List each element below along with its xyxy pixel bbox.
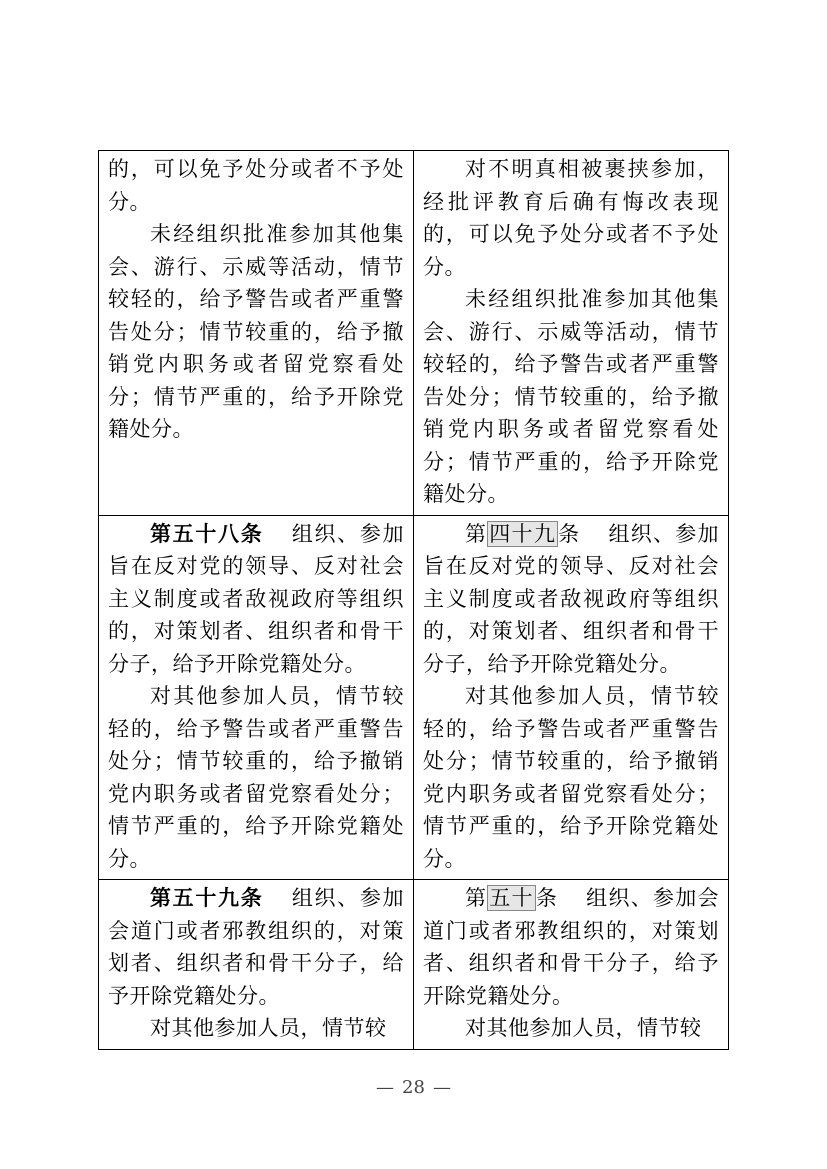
article-number-highlight: 五十 <box>489 886 534 910</box>
table-row <box>99 515 729 880</box>
article-body: 组织、参加旨在反对党的领导、反对社会主义制度或者敌视政府等组织的，对策划者、组织者和骨干分子，给予开除党籍处分。 <box>423 521 720 676</box>
article-paragraph <box>108 882 404 1012</box>
paragraph: 的，可以免予处分或者不予处分。 <box>108 157 404 214</box>
article-body: 组织、参加旨在反对党的领导、反对社会主义制度或者敌视政府等组织的，对策划者、组织者和骨干分子，给予开除党籍处分。 <box>108 521 405 676</box>
paragraph: 未经组织批准参加其他集会、游行、示威等活动，情节较轻的，给予警告或者严重警告处分；情节较重的，给予撤销党内职务或者留党察看处分；情节严重的，给予开除党籍处分。 <box>423 287 719 506</box>
paragraph: 对其他参加人员，情节较轻的，给予警告或者严重警告处分；情节较重的，给予撤销党内职务或者留党察看处分；情节严重的，给予开除党籍处分。 <box>423 684 719 871</box>
article-number: 五十八 <box>172 520 241 546</box>
paragraph: 未经组织批准参加其他集会、游行、示威等活动，情节较轻的，给予警告或者严重警告处分；情节较重的，给予撤销党内职务或者留党察看处分；情节严重的，给予开除党籍处分。 <box>108 222 404 441</box>
article-paragraph <box>423 882 719 1012</box>
old-text-cell <box>99 880 414 1050</box>
paragraph: 对其他参加人员，情节较 <box>465 1016 702 1040</box>
article-prefix: 第 <box>150 885 173 910</box>
article-number-highlight: 四十九 <box>489 521 557 546</box>
old-text-cell <box>99 515 414 880</box>
article-suffix: 条 <box>240 885 264 910</box>
article-number: 五十九 <box>172 885 241 910</box>
page-number: 28 <box>402 1077 425 1098</box>
new-text-cell <box>414 515 729 880</box>
article-prefix: 第 <box>150 520 173 546</box>
footer-dash-right: — <box>432 1077 451 1098</box>
footer-dash-left: — <box>376 1077 395 1098</box>
paragraph: 对其他参加人员，情节较轻的，给予警告或者严重警告处分；情节较重的，给予撤销党内职务或者留党察看处分；情节严重的，给予开除党籍处分。 <box>108 684 404 871</box>
paragraph: 对其他参加人员，情节较 <box>150 1016 387 1040</box>
table-row <box>99 151 729 516</box>
table-row <box>99 880 729 1050</box>
article-suffix: 条 <box>240 520 264 546</box>
article-body: 组织、参加会道门或者邪教组织的，对策划者、组织者和骨干分子，给予开除党籍处分。 <box>108 886 405 1008</box>
article-suffix: 条 <box>558 521 581 546</box>
page-footer <box>0 1077 827 1098</box>
article-prefix: 第 <box>465 886 488 910</box>
article-suffix: 条 <box>535 886 559 910</box>
comparison-table <box>98 150 729 1050</box>
new-text-cell <box>414 880 729 1050</box>
article-body: 组织、参加会道门或者邪教组织的，对策划者、组织者和骨干分子，给予开除党籍处分。 <box>423 886 720 1008</box>
article-paragraph <box>108 518 404 681</box>
new-text-cell <box>414 151 729 516</box>
old-text-cell <box>99 151 414 516</box>
article-paragraph <box>423 518 719 681</box>
paragraph: 对不明真相被裹挟参加，经批评教育后确有悔改表现的，可以免予处分或者不予处分。 <box>423 157 719 279</box>
article-prefix: 第 <box>465 521 488 546</box>
